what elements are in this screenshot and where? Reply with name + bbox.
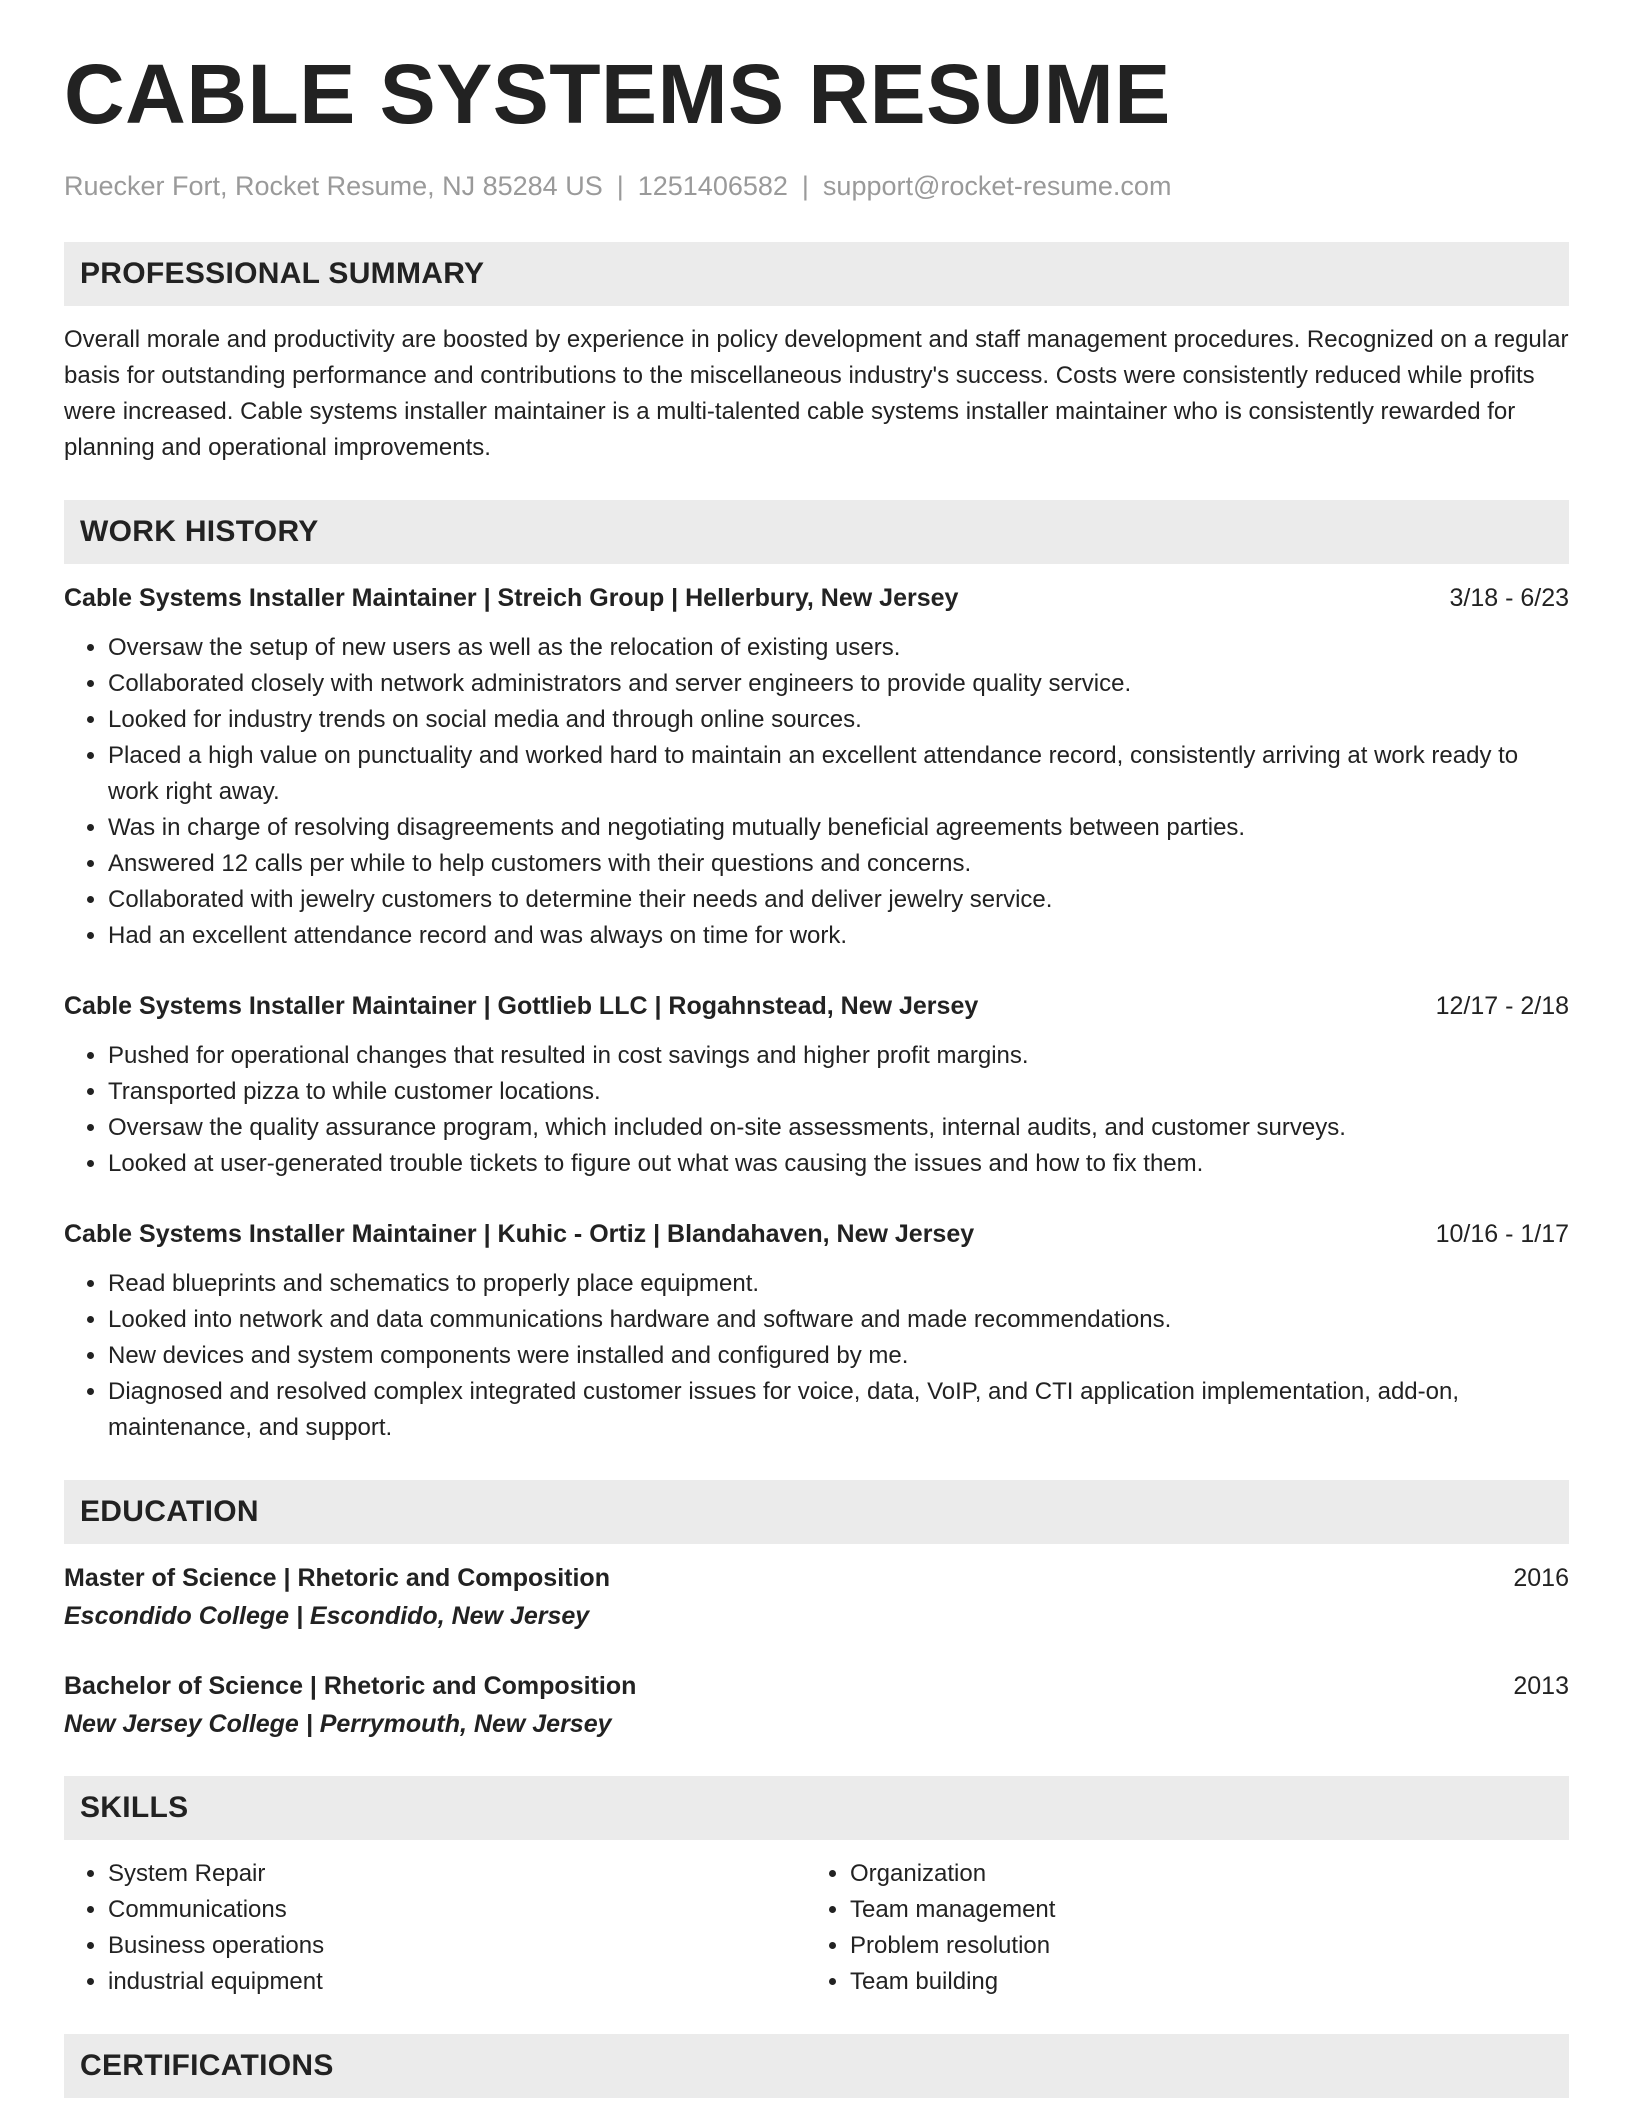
skills-column-right xyxy=(806,1856,1055,2000)
job-bullet: • Oversaw the quality assurance program, which included on-site assessments, internal audits, and customer surveys. xyxy=(108,1110,1569,1146)
job-dates: 3/18 - 6/23 xyxy=(1449,584,1569,613)
job-dates: 10/16 - 1/17 xyxy=(1435,1220,1569,1249)
education-degree: Bachelor of Science | Rhetoric and Composition xyxy=(64,1672,637,1701)
skill-item: • Organization xyxy=(850,1856,1055,1892)
job-bullet: • Oversaw the setup of new users as well as the relocation of existing users. xyxy=(108,630,1569,666)
education-year: 2013 xyxy=(1513,1672,1569,1701)
job-entry xyxy=(64,1216,1569,1446)
job-bullet: • New devices and system components were installed and configured by me. xyxy=(108,1338,1569,1374)
job-dates: 12/17 - 2/18 xyxy=(1435,992,1569,1021)
section-heading-education: EDUCATION xyxy=(64,1480,1569,1544)
job-bullet: • Was in charge of resolving disagreements and negotiating mutually beneficial agreements between parties. xyxy=(108,810,1569,846)
job-title: Cable Systems Installer Maintainer | Streich Group | Hellerbury, New Jersey xyxy=(64,584,959,613)
job-header xyxy=(64,988,1569,1024)
job-bullet: • Placed a high value on punctuality and worked hard to maintain an excellent attendance record, consistently arriving at work ready to work right away. xyxy=(108,738,1569,810)
job-bullet: • Read blueprints and schematics to properly place equipment. xyxy=(108,1266,1569,1302)
job-bullets xyxy=(64,1038,1569,1182)
skill-item: • Business operations xyxy=(108,1928,806,1964)
job-bullet: • Answered 12 calls per while to help customers with their questions and concerns. xyxy=(108,846,1569,882)
job-header xyxy=(64,580,1569,616)
contact-phone: 1251406582 xyxy=(637,171,788,201)
job-bullet: • Collaborated closely with network administrators and server engineers to provide quality service. xyxy=(108,666,1569,702)
skill-item: • industrial equipment xyxy=(108,1964,806,2000)
education-entry xyxy=(64,1668,1569,1742)
job-bullet: • Looked at user-generated trouble tickets to figure out what was causing the issues and how to fix them. xyxy=(108,1146,1569,1182)
resume-title: CABLE SYSTEMS RESUME xyxy=(64,47,1171,141)
skill-item: • Problem resolution xyxy=(850,1928,1055,1964)
skills-column-left xyxy=(64,1856,806,2000)
job-bullet: • Had an excellent attendance record and was always on time for work. xyxy=(108,918,1569,954)
job-bullets xyxy=(64,1266,1569,1446)
section-heading-certifications: CERTIFICATIONS xyxy=(64,2034,1569,2098)
job-title: Cable Systems Installer Maintainer | Kuhic - Ortiz | Blandahaven, New Jersey xyxy=(64,1220,975,1249)
contact-separator: | xyxy=(801,171,809,201)
job-bullet: • Diagnosed and resolved complex integrated customer issues for voice, data, VoIP, and CTI application implementation, add-on, maintenance, and support. xyxy=(108,1374,1569,1446)
education-degree: Master of Science | Rhetoric and Composition xyxy=(64,1564,610,1593)
job-title: Cable Systems Installer Maintainer | Gottlieb LLC | Rogahnstead, New Jersey xyxy=(64,992,979,1021)
education-header xyxy=(64,1560,1569,1596)
job-bullet: • Looked into network and data communications hardware and software and made recommendations. xyxy=(108,1302,1569,1338)
skills-list xyxy=(64,1856,1569,2000)
education-header xyxy=(64,1668,1569,1704)
section-heading-summary: PROFESSIONAL SUMMARY xyxy=(64,242,1569,306)
section-heading-work-history: WORK HISTORY xyxy=(64,500,1569,564)
education-year: 2016 xyxy=(1513,1564,1569,1593)
summary-text: Overall morale and productivity are boosted by experience in policy development and staff management procedures. Recognized on a regular basis for outstanding performance and contributions to the miscellaneous industry's success. Costs were consistently reduced while profits were increased. Cable systems installer maintainer is a multi-talented cable systems installer maintainer who is consistently rewarded for planning and operational improvements. xyxy=(64,326,1569,462)
education-school: New Jersey College | Perrymouth, New Jersey xyxy=(64,1710,612,1739)
skill-item: • Team management xyxy=(850,1892,1055,1928)
job-bullet: • Transported pizza to while customer locations. xyxy=(108,1074,1569,1110)
job-entry xyxy=(64,988,1569,1182)
job-bullet: • Pushed for operational changes that resulted in cost savings and higher profit margins. xyxy=(108,1038,1569,1074)
section-heading-skills: SKILLS xyxy=(64,1776,1569,1840)
contact-separator: | xyxy=(616,171,624,201)
job-bullets xyxy=(64,630,1569,954)
job-header xyxy=(64,1216,1569,1252)
contact-email: support@rocket-resume.com xyxy=(822,171,1172,201)
skill-item: • System Repair xyxy=(108,1856,806,1892)
job-bullet: • Collaborated with jewelry customers to determine their needs and deliver jewelry service. xyxy=(108,882,1569,918)
education-school: Escondido College | Escondido, New Jersey xyxy=(64,1602,590,1631)
job-bullet: • Looked for industry trends on social media and through online sources. xyxy=(108,702,1569,738)
skill-item: • Team building xyxy=(850,1964,1055,2000)
education-entry xyxy=(64,1560,1569,1634)
job-entry xyxy=(64,580,1569,954)
contact-address: Ruecker Fort, Rocket Resume, NJ 85284 US xyxy=(64,171,603,201)
skill-item: • Communications xyxy=(108,1892,806,1928)
contact-line xyxy=(64,170,1569,202)
